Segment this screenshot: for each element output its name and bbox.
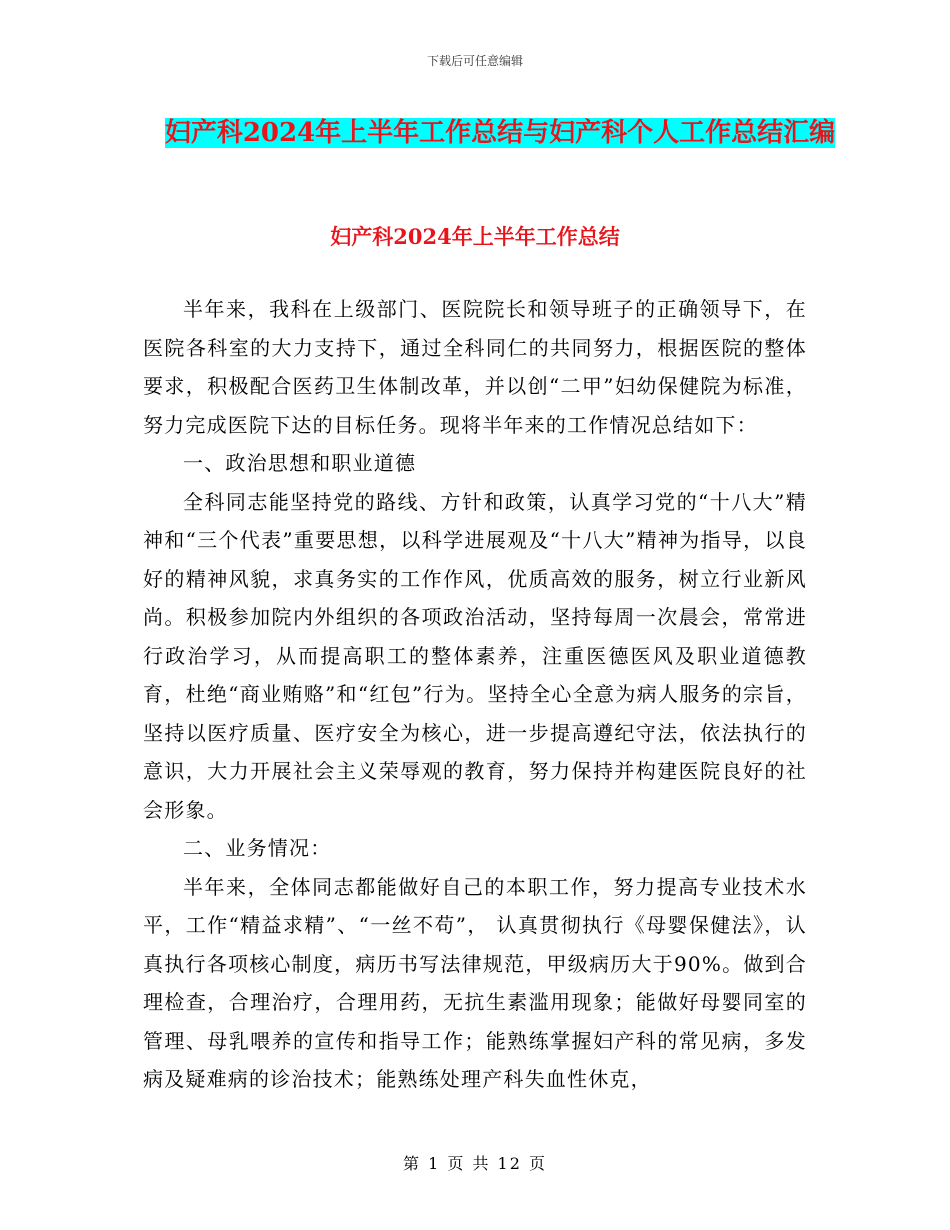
section-title: 妇产科2024年上半年工作总结	[330, 224, 620, 249]
page-header-note: 下载后可任意编辑	[426, 54, 523, 68]
document-title-text: 妇产科2024年上半年工作总结与妇产科个人工作总结汇编	[164, 118, 836, 148]
document-title	[150, 112, 850, 154]
paragraph-business: 半年来，全体同志都能做好自己的本职工作，努力提高专业技术水平，工作“精益求精”、“一丝不苟”， 认真贯彻执行《母婴保健法》，认真执行各项核心制度，病历书写法律规范，甲级病历大于90%。做到合理检查，合理治疗，合理用药，无抗生素滥用现象；能做好母婴同室的管理、母乳喂养的宣传和指导工作；能熟练掌握妇产科的常见病，多发病及疑难病的诊治技术；能熟练处理产科失血性休克，	[143, 874, 807, 1091]
page-footer-number: 第 1 页 共 12 页	[403, 1154, 547, 1173]
paragraph-intro: 半年来，我科在上级部门、医院院长和领导班子的正确领导下，在医院各科室的大力支持下，通过全科同仁的共同努力，根据医院的整体要求，积极配合医药卫生体制改革，并以创“二甲”妇幼保健院为标准，努力完成医院下达的目标任务。现将半年来的工作情况总结如下：	[143, 297, 807, 437]
heading-political-ethics: 一、政治思想和职业道德	[183, 451, 417, 475]
paragraph-political-ethics: 全科同志能坚持党的路线、方针和政策，认真学习党的“十八大”精神和“三个代表”重要思想，以科学进展观及“十八大”精神为指导，以良好的精神风貌，求真务实的工作作风，优质高效的服务，树立行业新风尚。积极参加院内外组织的各项政治活动，坚持每周一次晨会，常常进行政治学习，从而提高职工的整体素养，注重医德医风及职业道德教育，杜绝“商业贿赂”和“红包”行为。坚持全心全意为病人服务的宗旨，坚持以医疗质量、医疗安全为核心，进一步提高遵纪守法，依法执行的意识，大力开展社会主义荣辱观的教育，努力保持并构建医院良好的社会形象。	[143, 489, 807, 822]
heading-business: 二、业务情况：	[183, 836, 332, 860]
document-body	[143, 290, 807, 1099]
